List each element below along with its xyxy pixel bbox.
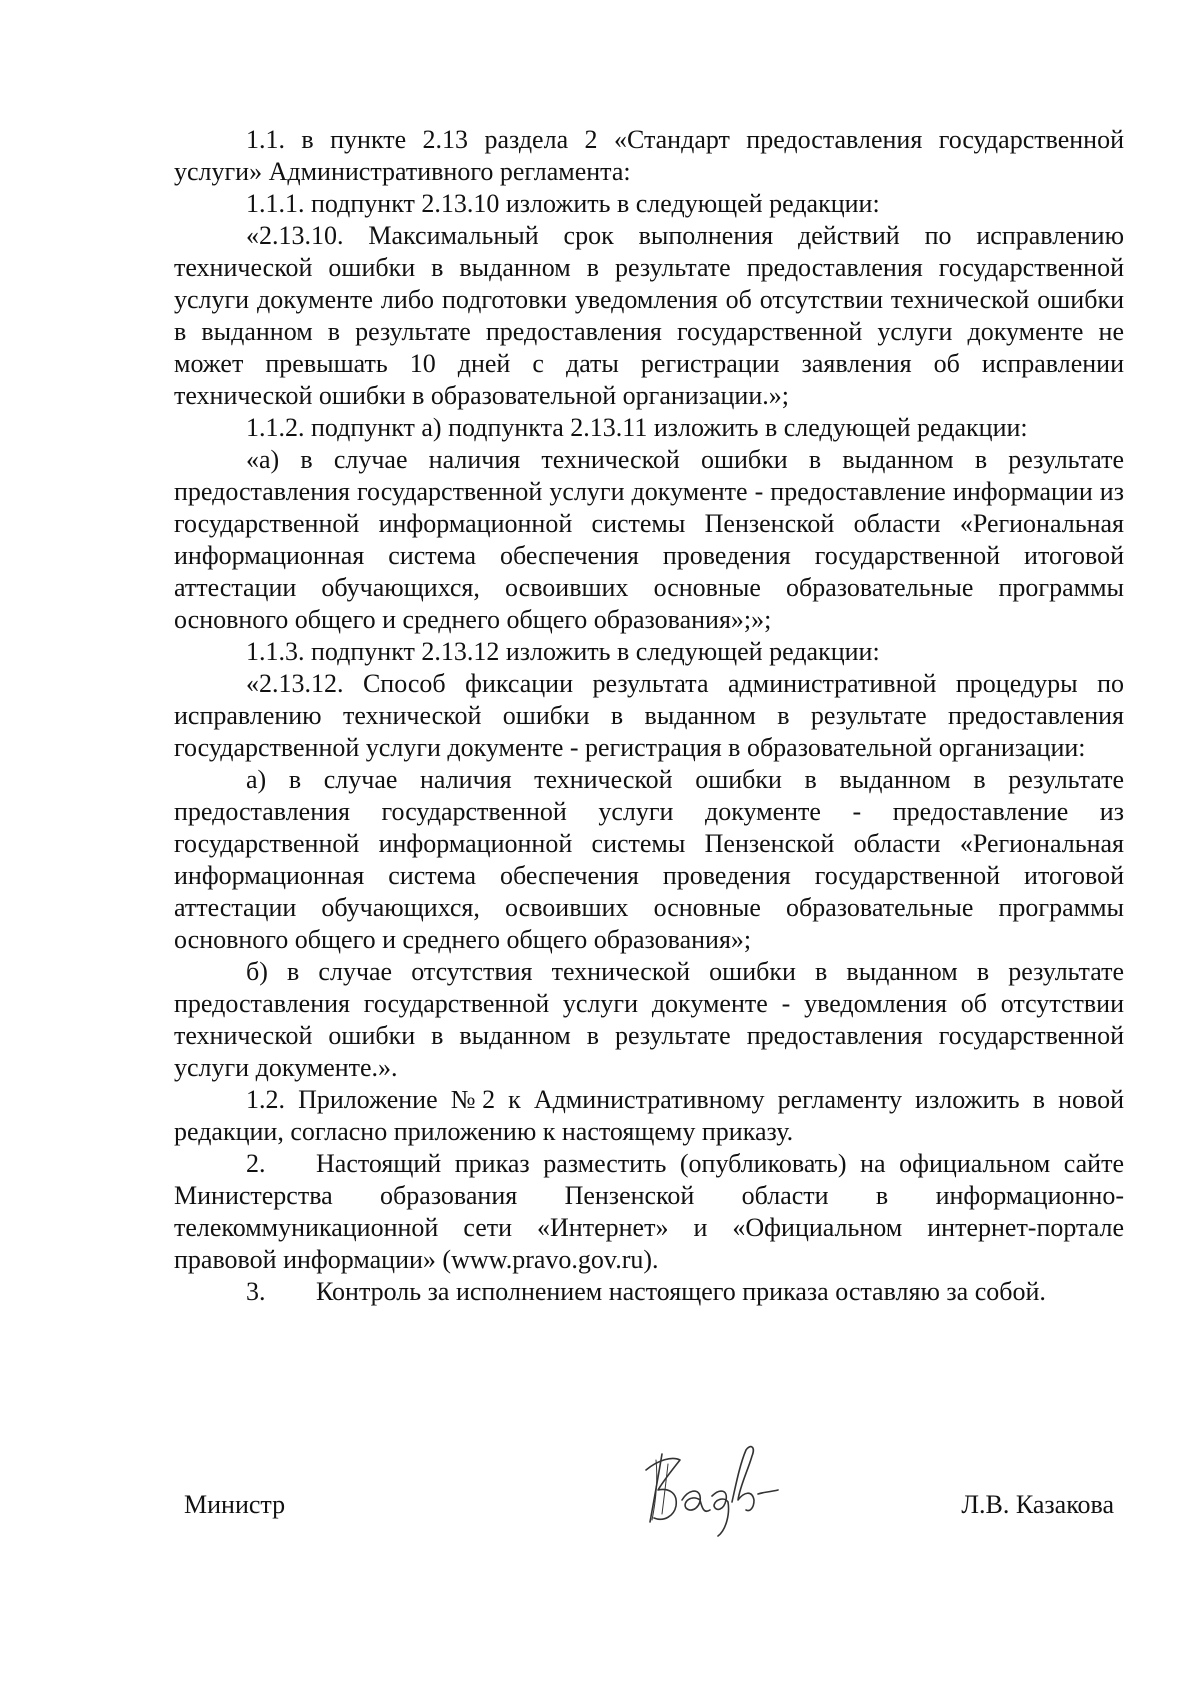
paragraph-1-1: 1.1. в пункте 2.13 раздела 2 «Стандарт предоставления государственной услуги» Административного регламента: — [174, 125, 1124, 186]
document-body — [174, 124, 1124, 1308]
paragraph-number: 2. — [246, 1149, 266, 1178]
paragraph-1-1-2: 1.1.2. подпункт а) подпункта 2.13.11 изложить в следующей редакции: — [246, 413, 1028, 442]
paragraph-2 — [174, 1148, 1124, 1276]
paragraph-item-a: а) в случае наличия технической ошибки в выданном в результате предоставления государственной услуги документе - предоставление из государственной информационной системы Пензенской области «Региональная информационная система обеспечения проведения государственной итоговой аттестации обучающихся, освоивших основные образовательные программы основного общего и среднего общего образования»; — [174, 765, 1124, 954]
paragraph-1-1-1: 1.1.1. подпункт 2.13.10 изложить в следующей редакции: — [246, 189, 880, 218]
handwritten-signature — [628, 1430, 808, 1540]
paragraph-2-13-12-text: «2.13.12. Способ фиксации результата административной процедуры по исправлению технической ошибки в выданном в результате предоставления государственной услуги документе - регистрация в образовательной организации: — [174, 669, 1124, 762]
signature-block — [0, 1430, 1200, 1550]
paragraph-1-2: 1.2. Приложение №2 к Административному регламенту изложить в новой редакции, согласно приложению к настоящему приказу. — [174, 1085, 1124, 1146]
paragraph-number: 3. — [246, 1277, 266, 1306]
paragraph-1-1-3: 1.1.3. подпункт 2.13.12 изложить в следующей редакции: — [246, 637, 880, 666]
signer-name: Л.В. Казакова — [961, 1490, 1114, 1519]
paragraph-2-13-10-text: «2.13.10. Максимальный срок выполнения действий по исправлению технической ошибки в выданном в результате предоставления государственной услуги документе либо подготовки уведомления об отсутствии технической ошибки в выданном в результате предоставления государственной услуги документе не может превышать 10 дней с даты регистрации заявления об исправлении технической ошибки в образовательной организации.»; — [174, 221, 1124, 410]
paragraph-item-b: б) в случае отсутствия технической ошибки в выданном в результате предоставления государственной услуги документе - уведомления об отсутствии технической ошибки в выданном в результате предоставления государственной услуги документе.». — [174, 957, 1124, 1082]
paragraph-3 — [174, 1276, 1124, 1308]
paragraph-text: Контроль за исполнением настоящего приказа оставляю за собой. — [316, 1277, 1046, 1306]
signer-title: Министр — [184, 1490, 286, 1519]
paragraph-subitem-a-text: «а) в случае наличия технической ошибки в выданном в результате предоставления государственной услуги документе - предоставление информации из государственной информационной системы Пензенской области «Региональная информационная система обеспечения проведения государственной итоговой аттестации обучающихся, освоивших основные образовательные программы основного общего и среднего общего образования»;»; — [174, 445, 1124, 634]
paragraph-text: Настоящий приказ разместить (опубликовать) на официальном сайте Министерства образования Пензенской области в информационно-телекоммуникационной сети «Интернет» и «Официальном интернет-портале правовой информации» (www.pravo.gov.ru). — [174, 1149, 1124, 1274]
